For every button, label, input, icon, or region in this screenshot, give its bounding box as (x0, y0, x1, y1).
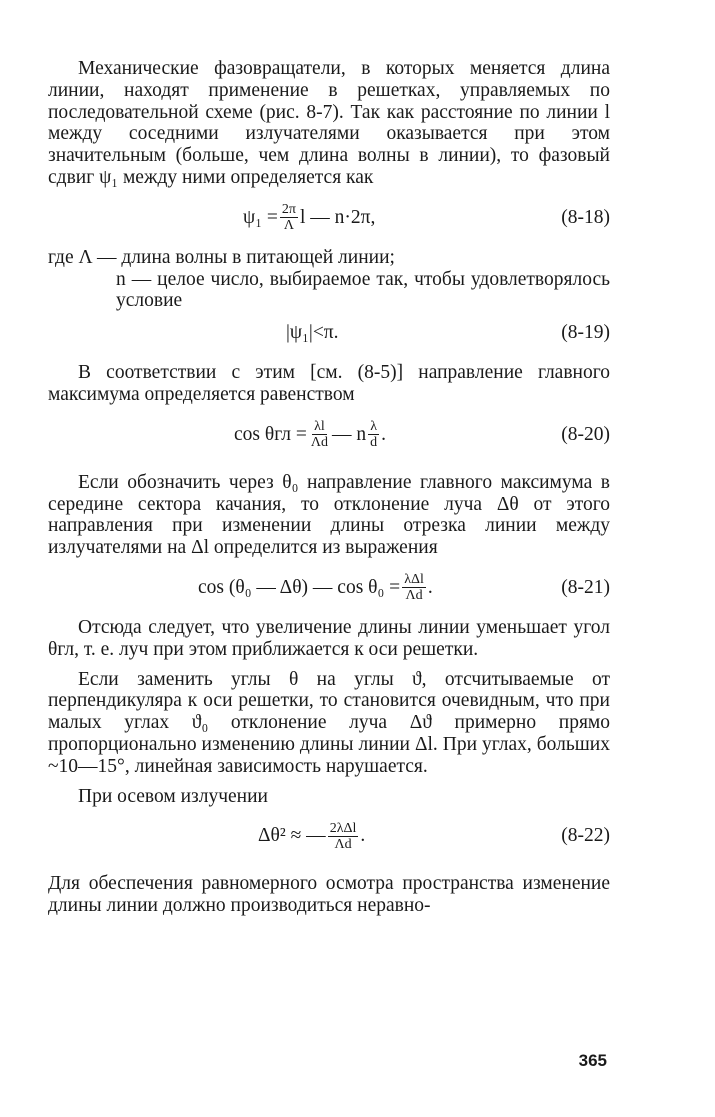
page-body (48, 58, 610, 917)
equation-8-20-end: . (381, 423, 386, 445)
equation-8-22-end: . (360, 825, 366, 847)
equation-8-19 (48, 318, 610, 348)
equation-8-18-lhs: ψ₁ = (243, 206, 278, 228)
fraction-denominator: Λ (283, 218, 294, 234)
fraction-numerator: λl (314, 419, 325, 435)
fraction-denominator: d (370, 435, 378, 451)
equation-8-20-lhs: cos θгл = (234, 423, 307, 445)
fraction-denominator: Λd (405, 588, 423, 604)
paragraph-consequence: Отсюда следует, что увеличение длины линии уменьшает угол θгл, т. е. луч при этом приближается к оси решетки. (48, 616, 610, 660)
equation-8-20-fraction-1 (309, 419, 330, 450)
equation-8-21 (48, 565, 610, 611)
equation-8-21-end: . (427, 577, 433, 599)
fraction-denominator: Λd (310, 435, 328, 451)
definition-n: n — целое число, выбираемое так, чтобы удовлетворялось условие (116, 268, 610, 312)
equation-8-20 (48, 412, 610, 458)
equation-8-20-middle: — n (331, 423, 367, 445)
fraction-numerator: λΔl (404, 572, 424, 588)
equation-number: (8-19) (561, 322, 610, 344)
equation-number: (8-18) (561, 206, 610, 228)
equation-number: (8-20) (561, 423, 610, 445)
paragraph-beam-deflection: Если обозначить через θ₀ направление главного максимума в середине сектора качания, то отклонение луча Δθ от этого направления при изменении длины отрезка линии между излучателями на Δl определится из выражения (48, 471, 610, 559)
equation-8-18-rhs: l — n·2π, (299, 206, 376, 228)
paragraph-angle-substitution: Если заменить углы θ на углы ϑ, отсчитываемые от перпендикуляра к оси решетки, то становится очевидным, что при малых углах ϑ₀ отклонение луча Δϑ примерно прямо пропорционально изменению длины линии Δl. При углах, больших ~10—15°, линейная зависимость нарушается. (48, 668, 610, 777)
equation-8-21-lhs: cos (θ₀ — Δθ) — cos θ₀ = (198, 577, 401, 599)
equation-8-21-fraction (402, 572, 426, 603)
fraction-numerator: 2π (281, 202, 296, 218)
definition-lambda: где Λ — длина волны в питающей линии; (48, 246, 395, 268)
definitions (48, 247, 610, 312)
equation-8-18-formula (243, 195, 375, 241)
equation-8-20-fraction-2 (368, 419, 379, 450)
equation-8-18-fraction (280, 202, 298, 233)
fraction-numerator: λ (370, 419, 377, 435)
equation-number: (8-22) (561, 825, 610, 847)
page-number: 365 (578, 1051, 607, 1070)
paragraph-uniform-scan: Для обеспечения равномерного осмотра пространства изменение длины линии должно производиться неравно- (48, 873, 610, 917)
equation-number: (8-21) (561, 576, 610, 598)
fraction-denominator: Λd (334, 836, 352, 852)
equation-8-20-formula (234, 412, 386, 458)
equation-8-22-fraction (328, 821, 359, 852)
equation-8-22 (48, 813, 610, 859)
equation-8-22-formula (258, 813, 365, 859)
equation-8-22-lhs: Δθ² ≈ — (258, 825, 326, 847)
paragraph-main-maximum: В соответствии с этим [см. (8-5)] направление главного максимума определяется равенством (48, 362, 610, 405)
paragraph-phase-shifters: Механические фазовращатели, в которых меняется длина линии, находят применение в решетках, управляемых по последовательной схеме (рис. 8-7). Так как расстояние по линии l между соседними излучателями оказывается при этом значительным (больше, чем длина волны в линии), то фазовый сдвиг ψ₁ между ними определяется как (48, 58, 610, 188)
paragraph-axial-radiation: При осевом излучении (78, 785, 268, 807)
fraction-numerator: 2λΔl (329, 820, 357, 836)
equation-8-19-formula: |ψ₁|<π. (286, 322, 339, 344)
equation-8-18 (48, 195, 610, 241)
equation-8-21-formula (198, 565, 433, 611)
